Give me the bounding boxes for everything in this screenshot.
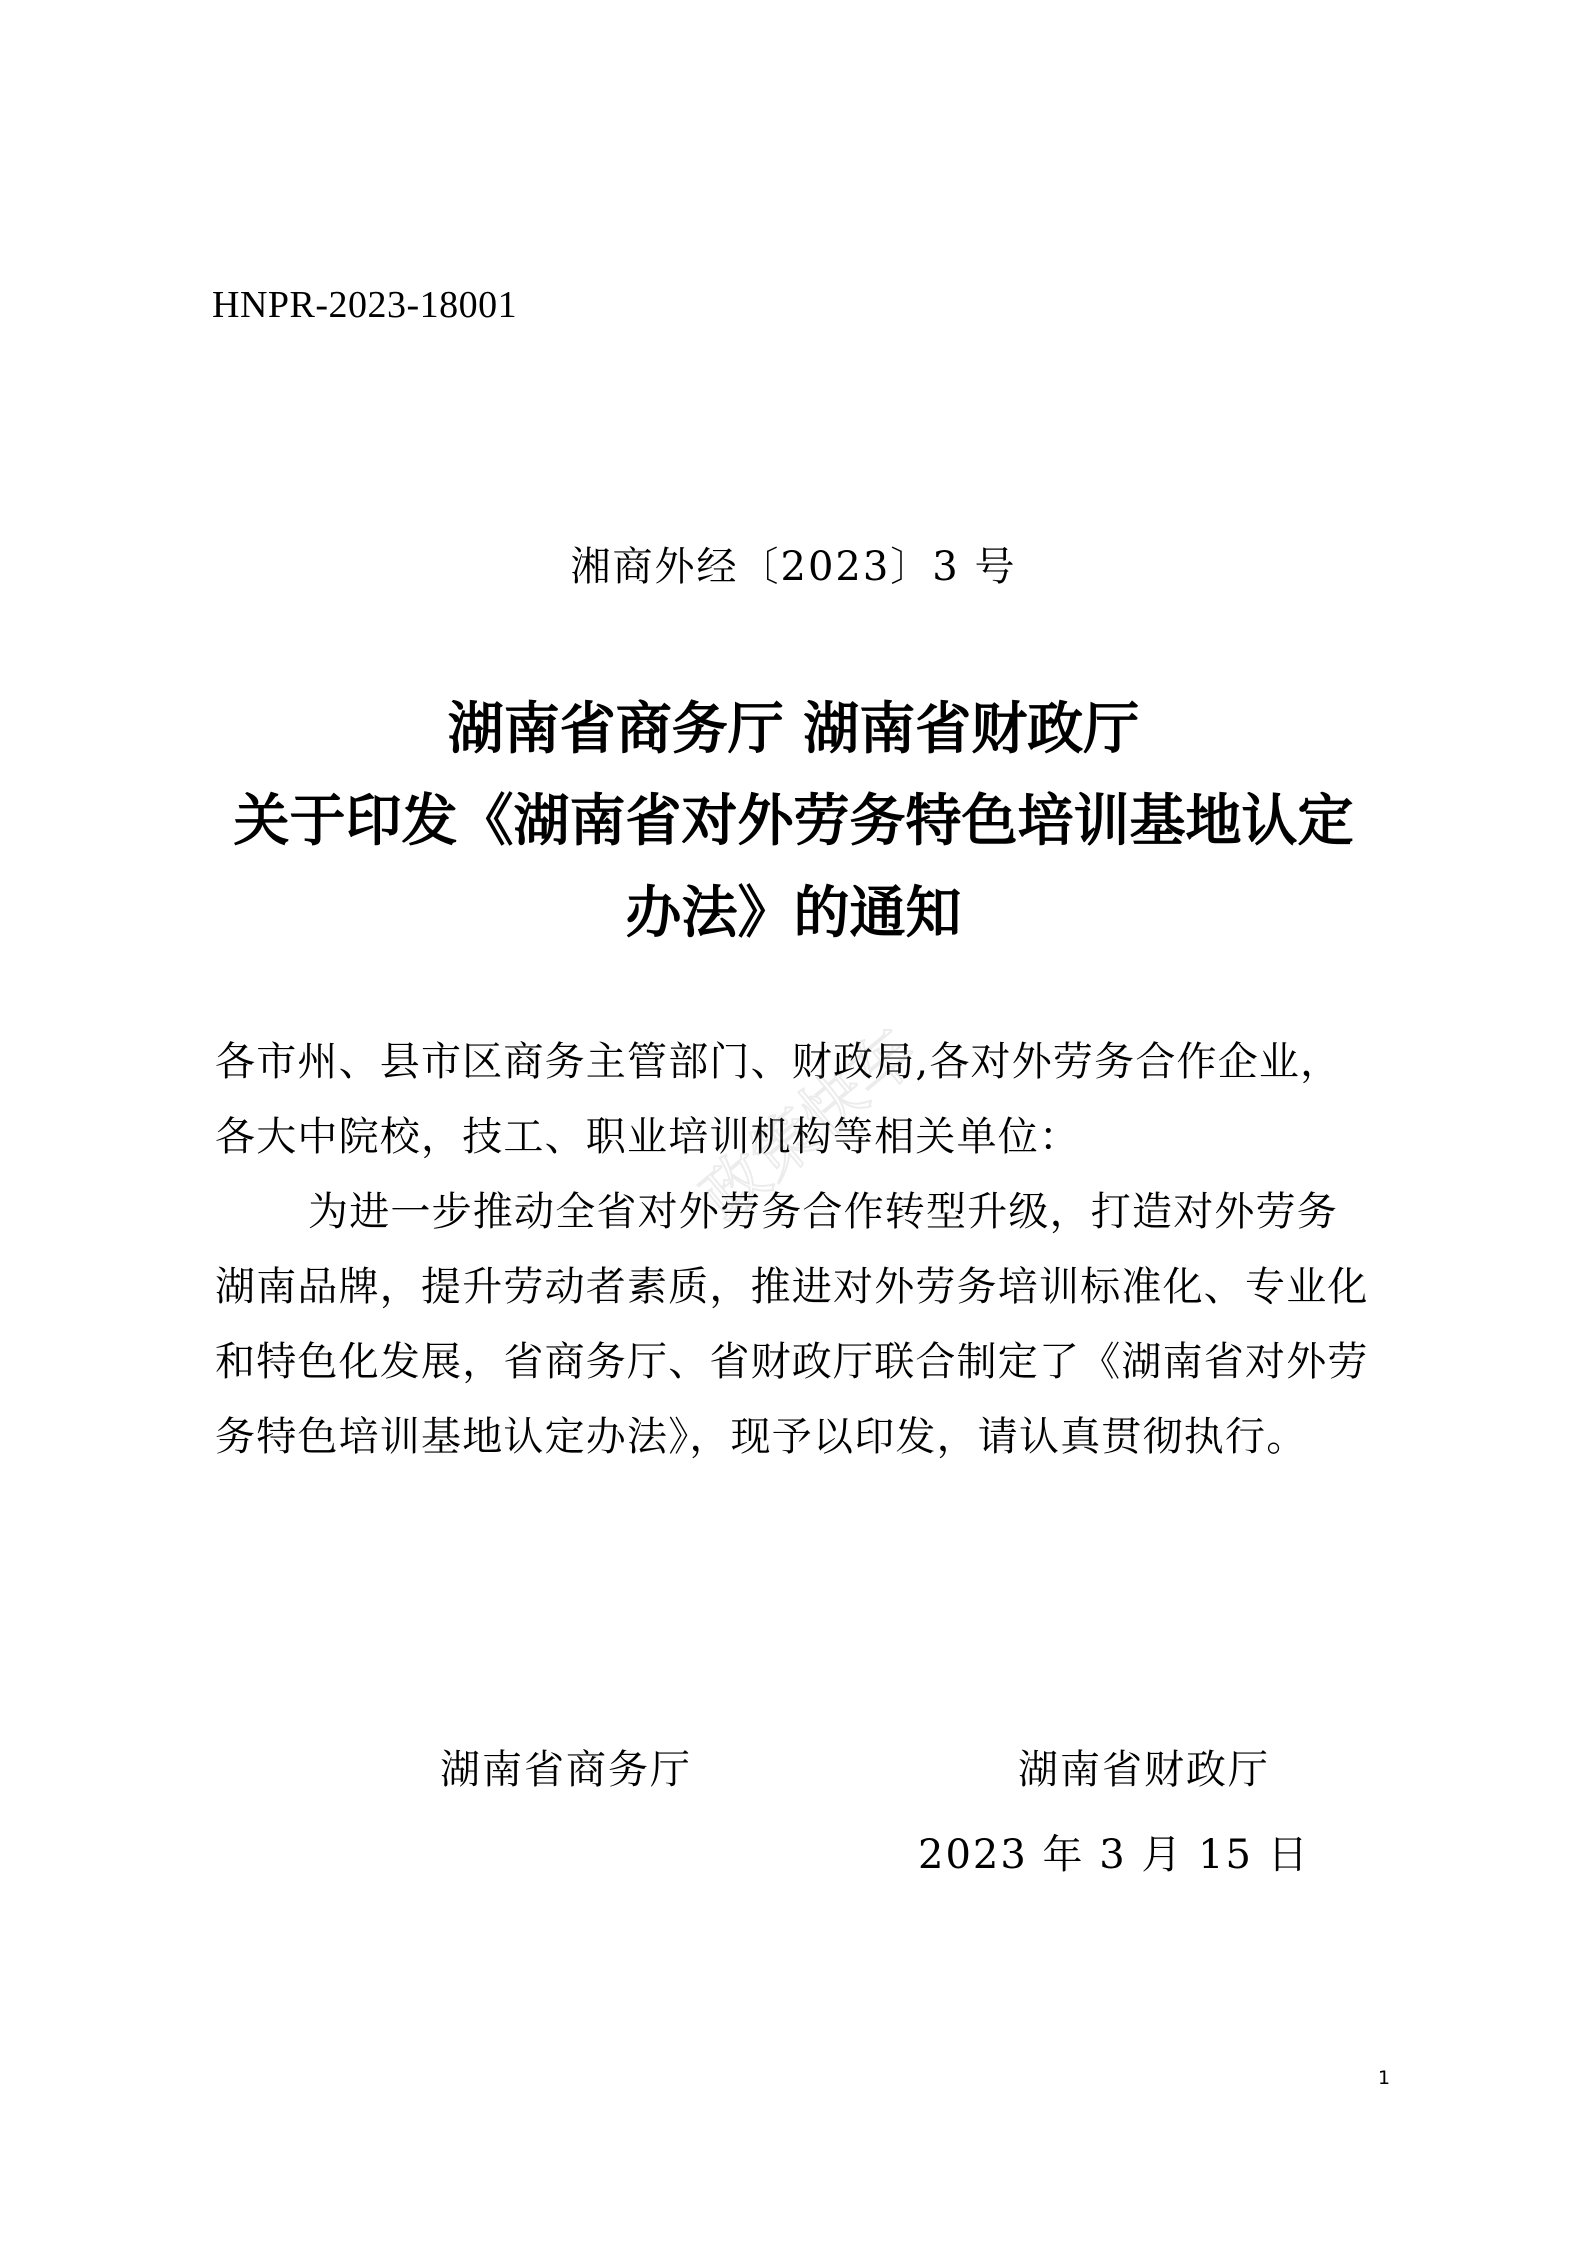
page-number: 1 <box>1378 2067 1391 2089</box>
title-line-1: 湖南省商务厅 湖南省财政厅 <box>447 697 1140 762</box>
document-body <box>215 1025 1400 1475</box>
body-line-4: 务特色培训基地认定办法》，现予以印发，请认真贯彻执行。 <box>215 1414 1308 1460</box>
watermark-text: 政策快车 <box>688 1014 932 1236</box>
addressee-line-2: 各大中院校，技工、职业培训机构等相关单位： <box>215 1114 1081 1160</box>
title-line-3: 办法》的通知 <box>625 881 962 946</box>
title-line-2: 关于印发《湖南省对外劳务特色培训基地认定 <box>233 789 1354 854</box>
body-line-2: 湖南品牌，提升劳动者素质，推进对外劳务培训标准化、专业化 <box>215 1264 1369 1310</box>
document-code: HNPR-2023-18001 <box>212 284 518 326</box>
signature-date: 2023 年 3 月 15 日 <box>918 1832 1310 1878</box>
addressee-line-1: 各市州、县市区商务主管部门、财政局,各对外劳务合作企业， <box>215 1039 1342 1085</box>
document-number: 湘商外经〔2023〕3 号 <box>570 544 1017 590</box>
signature-commerce-department: 湖南省商务厅 <box>440 1747 692 1793</box>
body-line-3: 和特色化发展，省商务厅、省财政厅联合制定了《湖南省对外劳 <box>215 1339 1369 1385</box>
document-title <box>150 684 1437 960</box>
body-line-1: 为进一步推动全省对外劳务合作转型升级，打造对外劳务 <box>308 1189 1338 1235</box>
signature-finance-department: 湖南省财政厅 <box>1018 1747 1270 1793</box>
